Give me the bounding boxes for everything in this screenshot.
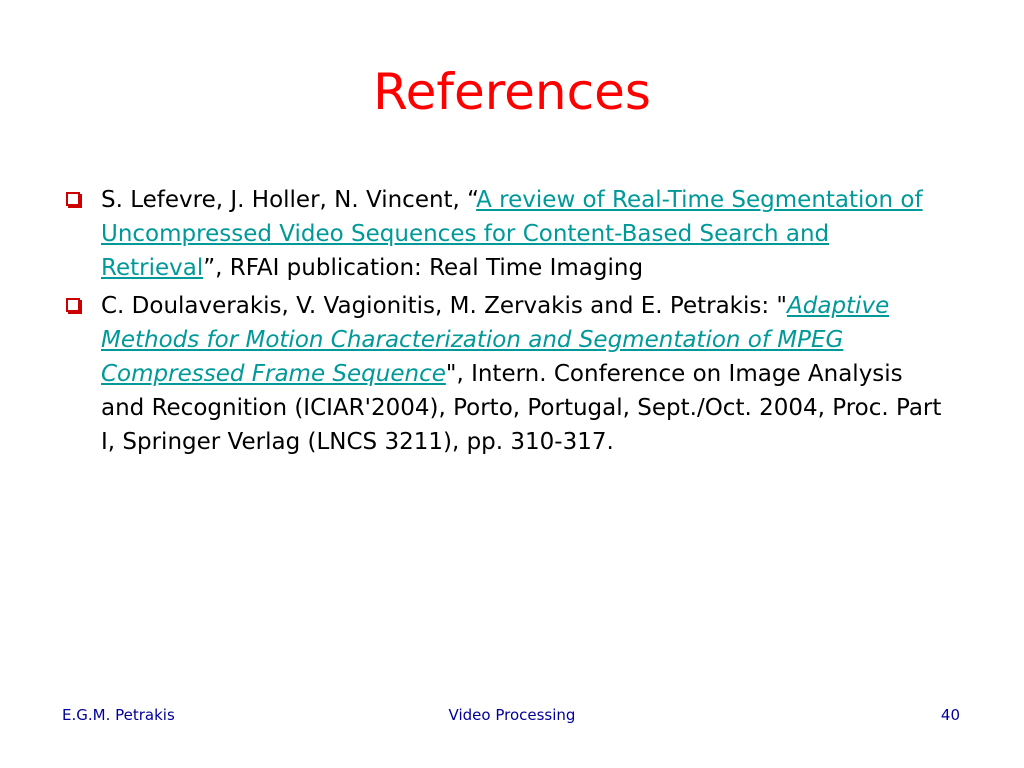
- reference-source: ”, RFAI publication: Real Time Imaging: [203, 255, 644, 281]
- footer-author: E.G.M. Petrakis: [62, 706, 175, 724]
- slide-title: References: [373, 63, 651, 121]
- reference-link[interactable]: Adaptive Methods for Motion Characterization and Segmentation of MPEG Compressed Frame Sequence: [101, 293, 890, 387]
- reference-authors: C. Doulaverakis, V. Vagionitis, M. Zervakis and E. Petrakis: ": [101, 293, 788, 319]
- reference-source: ", Intern. Conference on Image Analysis and Recognition (ICIAR'2004), Porto, Portugal, Sept./Oct. 2004, Proc. Part I, Springer Verlag (LNCS 3211), pp. 310-317.: [101, 361, 942, 455]
- reference-item: [66, 183, 946, 285]
- hollow-square-bullet-icon: [66, 192, 80, 206]
- hollow-square-bullet-icon: [66, 298, 80, 312]
- reference-item: [66, 289, 946, 459]
- reference-authors: S. Lefevre, J. Holler, N. Vincent, “: [101, 187, 477, 213]
- footer-course: Video Processing: [448, 706, 576, 724]
- footer-page-number: 40: [940, 706, 960, 724]
- reference-link[interactable]: A review of Real-Time Segmentation of Uncompressed Video Sequences for Content-Based Search and Retrieval: [101, 187, 923, 281]
- reference-list: [66, 183, 946, 459]
